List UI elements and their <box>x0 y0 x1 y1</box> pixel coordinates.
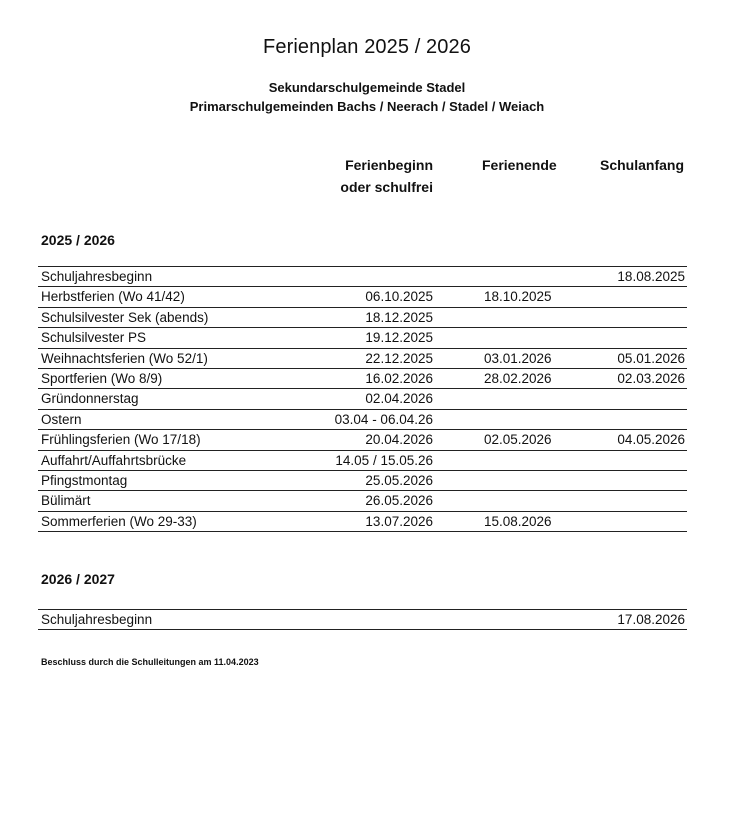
page-title: Ferienplan 2025 / 2026 <box>263 36 471 58</box>
column-header-ferienbeginn-line2: oder schulfrei <box>340 179 433 195</box>
table-row <box>38 471 687 491</box>
footnote-decision: Beschluss durch die Schulleitungen am 11.04.2023 <box>41 657 259 667</box>
table-row <box>38 389 687 409</box>
row-schulanfang: 18.08.2025 <box>617 269 685 284</box>
table-row <box>38 512 687 532</box>
row-ferienbeginn: 13.07.2026 <box>365 513 433 529</box>
section-heading-2026-2027: 2026 / 2027 <box>41 571 115 587</box>
table-row <box>38 491 687 511</box>
row-label: Herbstferien (Wo 41/42) <box>41 289 185 305</box>
table-row <box>38 267 687 287</box>
table-row <box>38 349 687 369</box>
row-label: Bülimärt <box>41 493 91 509</box>
row-ferienbeginn: 03.04 - 06.04.26 <box>334 411 433 427</box>
row-ferienbeginn: 26.05.2026 <box>365 493 433 509</box>
row-ferienbeginn: 22.12.2025 <box>365 350 433 366</box>
row-label: Weihnachtsferien (Wo 52/1) <box>41 350 208 366</box>
row-ferienbeginn: 02.04.2026 <box>365 391 433 407</box>
row-label: Auffahrt/Auffahrtsbrücke <box>41 452 187 468</box>
row-schulanfang: 17.08.2026 <box>617 612 685 627</box>
row-ferienende: 28.02.2026 <box>484 370 552 386</box>
subtitle-secondary-school: Sekundarschulgemeinde Stadel <box>268 80 466 95</box>
row-schulanfang: 05.01.2026 <box>617 350 685 366</box>
row-ferienende: 02.05.2026 <box>484 432 552 448</box>
column-header-ferienende: Ferienende <box>482 157 557 173</box>
row-ferienbeginn: 06.10.2025 <box>365 289 433 305</box>
row-ferienende: 18.10.2025 <box>484 289 552 305</box>
row-ferienbeginn: 18.12.2025 <box>365 309 433 325</box>
row-label: Gründonnerstag <box>41 391 139 407</box>
row-label: Schulsilvester PS <box>41 330 147 346</box>
row-label: Schuljahresbeginn <box>41 269 153 284</box>
row-label: Schulsilvester Sek (abends) <box>41 309 209 325</box>
row-ferienende: 15.08.2026 <box>484 513 552 529</box>
row-label: Schuljahresbeginn <box>41 612 153 627</box>
column-header-ferienbeginn-line1: Ferienbeginn <box>345 157 433 173</box>
table-row <box>38 369 687 389</box>
row-schulanfang: 04.05.2026 <box>617 432 685 448</box>
row-ferienende: 03.01.2026 <box>484 350 552 366</box>
table-row <box>38 451 687 471</box>
table-row <box>38 287 687 307</box>
table-row <box>38 430 687 450</box>
table-row <box>38 410 687 430</box>
row-label: Sportferien (Wo 8/9) <box>41 370 163 386</box>
row-ferienbeginn: 16.02.2026 <box>365 370 433 386</box>
row-ferienbeginn: 20.04.2026 <box>365 432 433 448</box>
row-label: Sommerferien (Wo 29-33) <box>41 513 197 529</box>
table-row <box>38 328 687 348</box>
row-label: Ostern <box>41 411 82 427</box>
schedule-table-2026-2027 <box>38 609 687 630</box>
schedule-table-2025-2026 <box>38 266 687 532</box>
section-heading-2025-2026: 2025 / 2026 <box>41 232 115 248</box>
column-header-schulanfang: Schulanfang <box>599 157 684 173</box>
row-ferienbeginn: 14.05 / 15.05.26 <box>335 452 433 468</box>
row-label: Pfingstmontag <box>41 472 128 488</box>
row-schulanfang: 02.03.2026 <box>617 370 685 386</box>
table-row <box>38 308 687 328</box>
row-ferienbeginn: 19.12.2025 <box>365 330 433 346</box>
row-ferienbeginn: 25.05.2026 <box>365 472 433 488</box>
subtitle-primary-schools: Primarschulgemeinden Bachs / Neerach / Stadel / Weiach <box>189 99 545 114</box>
table-row <box>38 610 687 630</box>
row-label: Frühlingsferien (Wo 17/18) <box>41 432 201 448</box>
column-header-ferienbeginn <box>273 154 433 198</box>
